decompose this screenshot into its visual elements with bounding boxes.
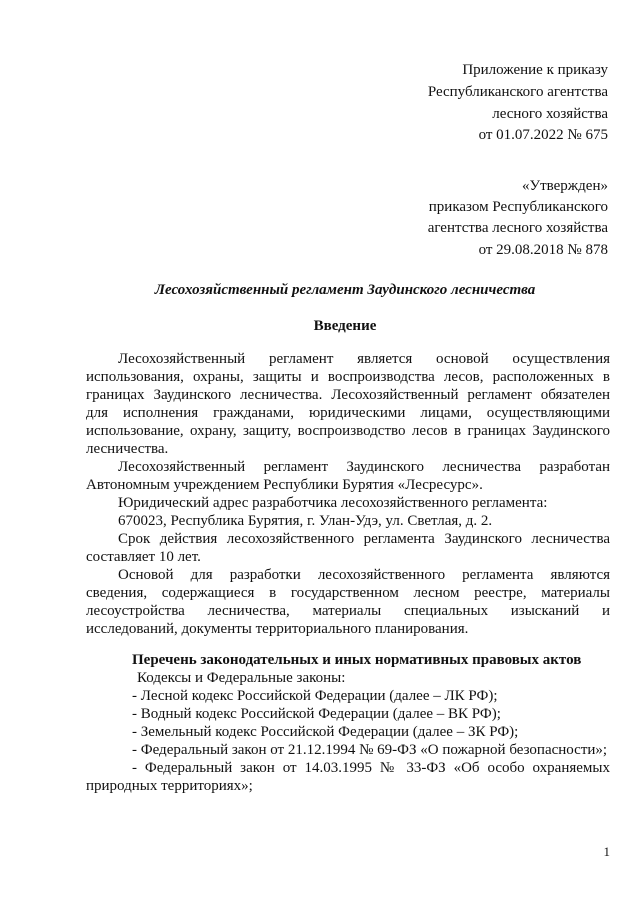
list-item: - Лесной кодекс Российской Федерации (далее – ЛК РФ); xyxy=(132,688,498,704)
page-number: 1 xyxy=(603,844,610,859)
approval-line: от 29.08.2018 № 878 xyxy=(478,242,608,258)
list-item: природных территориях»; xyxy=(86,778,253,794)
text-line: составляет 10 лет. xyxy=(86,549,201,565)
text-line: Основой для разработки лесохозяйственного регламента являются xyxy=(118,567,610,583)
appendix-line: Приложение к приказу xyxy=(462,62,608,78)
text-line: лесничества. xyxy=(86,441,169,457)
list-item: - Федеральный закон от 14.03.1995 № 33-ФЗ «Об особо охраняемых xyxy=(132,760,610,776)
list-item: Кодексы и Федеральные законы: xyxy=(137,670,346,686)
text-line: сведения, содержащиеся в государственном лесном реестре, материалы xyxy=(86,585,610,601)
text-line: использование, охрану, защиту, воспроизводство лесов в границах Заудинского xyxy=(86,423,610,439)
text-line: Юридический адрес разработчика лесохозяйственного регламента: xyxy=(118,495,548,511)
text-line: Лесохозяйственный регламент является основой осуществления xyxy=(118,351,610,367)
approval-line: «Утвержден» xyxy=(521,178,608,194)
appendix-line: Республиканского агентства xyxy=(427,84,608,100)
appendix-line: от 01.07.2022 № 675 xyxy=(478,127,608,143)
document-title: Лесохозяйственный регламент Заудинского лесничества xyxy=(154,282,536,298)
approval-line: агентства лесного хозяйства xyxy=(427,220,608,236)
section-title: Введение xyxy=(313,318,377,334)
text-line: для исполнения гражданами, юридическими лицами, осуществляющими xyxy=(86,405,610,421)
approval-line: приказом Республиканского xyxy=(428,199,608,215)
list-title: Перечень законодательных и иных нормативных правовых актов xyxy=(132,652,582,668)
text-line: лесоустройства лесничества, материалы специальных изысканий и xyxy=(86,603,610,619)
list-item: - Земельный кодекс Российской Федерации (далее – ЗК РФ); xyxy=(132,724,519,740)
text-line: границах Заудинского лесничества. Лесохозяйственный регламент обязателен xyxy=(86,387,610,403)
text-line: Срок действия лесохозяйственного регламента Заудинского лесничества xyxy=(118,531,610,547)
appendix-line: лесного хозяйства xyxy=(492,106,608,122)
text-line: Автономным учреждением Республики Бурятия «Лесресурс». xyxy=(86,477,483,493)
list-item: - Водный кодекс Российской Федерации (далее – ВК РФ); xyxy=(132,706,501,722)
text-line: использования, охраны, защиты и воспроизводства лесов, расположенных в xyxy=(86,369,610,385)
text-line: исследований, документы территориального планирования. xyxy=(86,621,469,637)
text-line: 670023, Республика Бурятия, г. Улан-Удэ, ул. Светлая, д. 2. xyxy=(118,513,493,529)
list-item: - Федеральный закон от 21.12.1994 № 69-ФЗ «О пожарной безопасности»; xyxy=(132,742,608,758)
text-line: Лесохозяйственный регламент Заудинского лесничества разработан xyxy=(118,459,610,475)
